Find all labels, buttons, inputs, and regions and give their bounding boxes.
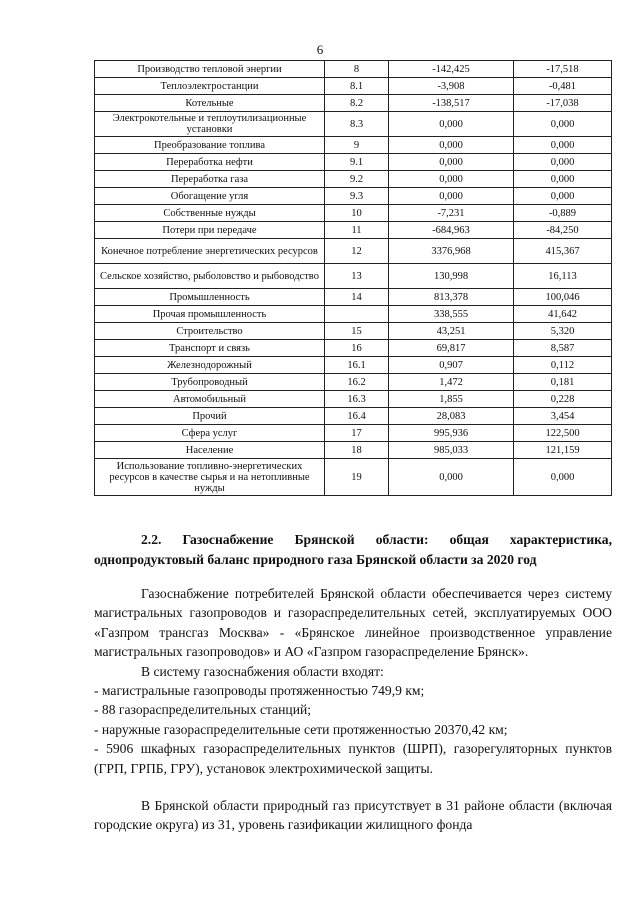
row-value-2-cell: 0,000 — [514, 459, 612, 496]
row-value-2-cell: -17,518 — [514, 61, 612, 78]
row-code-cell: 8 — [325, 61, 389, 78]
row-value-2-cell: 0,228 — [514, 391, 612, 408]
table-row — [95, 78, 612, 95]
row-value-1-cell: 0,000 — [389, 171, 514, 188]
list-item-gas-stations: - 88 газораспределительных станций; — [94, 702, 312, 718]
table-row — [95, 374, 612, 391]
row-code-cell: 18 — [325, 442, 389, 459]
row-value-1-cell: 1,855 — [389, 391, 514, 408]
row-code-cell: 16.4 — [325, 408, 389, 425]
body-text — [94, 584, 612, 835]
section-heading-line-1: 2.2. Газоснабжение Брянской области: общая характеристика, — [141, 532, 612, 547]
row-value-1-cell: 985,033 — [389, 442, 514, 459]
row-value-1-cell: 0,000 — [389, 154, 514, 171]
row-name-cell: Использование топливно-энергетических ресурсов в качестве сырья и на нетопливные нужды — [95, 459, 325, 496]
row-value-2-cell: 8,587 — [514, 340, 612, 357]
energy-balance-table — [94, 60, 612, 496]
row-code-cell: 12 — [325, 239, 389, 264]
row-name-cell: Теплоэлектростанции — [95, 78, 325, 95]
row-name-cell: Сельское хозяйство, рыболовство и рыбоводство — [95, 264, 325, 289]
list-item-regulator-points: - 5906 шкафных газораспределительных пунктов (ШРП), газорегуляторных пунктов (ГРП, ГРПБ, ГРУ), установок электрохимической защиты. — [94, 741, 612, 776]
row-value-2-cell: 0,000 — [514, 154, 612, 171]
table-row — [95, 137, 612, 154]
row-code-cell: 8.3 — [325, 112, 389, 137]
row-name-cell: Собственные нужды — [95, 205, 325, 222]
table-row — [95, 323, 612, 340]
row-value-2-cell: 0,000 — [514, 112, 612, 137]
row-value-1-cell: 0,000 — [389, 188, 514, 205]
row-name-cell: Трубопроводный — [95, 374, 325, 391]
table-row — [95, 425, 612, 442]
row-code-cell: 8.1 — [325, 78, 389, 95]
table-row — [95, 95, 612, 112]
table-row — [95, 61, 612, 78]
row-value-1-cell: 813,378 — [389, 289, 514, 306]
row-code-cell: 9.2 — [325, 171, 389, 188]
table-row — [95, 205, 612, 222]
table-row — [95, 112, 612, 137]
row-name-cell: Электрокотельные и теплоутилизационные установки — [95, 112, 325, 137]
row-value-2-cell: -84,250 — [514, 222, 612, 239]
row-value-1-cell: -138,517 — [389, 95, 514, 112]
row-code-cell: 10 — [325, 205, 389, 222]
row-name-cell: Конечное потребление энергетических ресурсов — [95, 239, 325, 264]
row-name-cell: Обогащение угля — [95, 188, 325, 205]
row-value-2-cell: -17,038 — [514, 95, 612, 112]
row-name-cell: Промышленность — [95, 289, 325, 306]
table-row — [95, 222, 612, 239]
row-name-cell: Транспорт и связь — [95, 340, 325, 357]
table-row — [95, 264, 612, 289]
row-value-2-cell: 100,046 — [514, 289, 612, 306]
row-code-cell: 19 — [325, 459, 389, 496]
row-code-cell: 13 — [325, 264, 389, 289]
row-value-1-cell: 0,000 — [389, 137, 514, 154]
table-row — [95, 459, 612, 496]
list-item-trunk-pipelines: - магистральные газопроводы протяженностью 749,9 км; — [94, 683, 425, 699]
row-code-cell: 16.2 — [325, 374, 389, 391]
row-value-2-cell: -0,481 — [514, 78, 612, 95]
row-value-2-cell: 122,500 — [514, 425, 612, 442]
table-row — [95, 340, 612, 357]
row-value-2-cell: 16,113 — [514, 264, 612, 289]
row-name-cell: Прочая промышленность — [95, 306, 325, 323]
row-value-1-cell: -142,425 — [389, 61, 514, 78]
row-code-cell: 9.3 — [325, 188, 389, 205]
row-name-cell: Строительство — [95, 323, 325, 340]
row-name-cell: Производство тепловой энергии — [95, 61, 325, 78]
table-row — [95, 154, 612, 171]
row-value-2-cell: 3,454 — [514, 408, 612, 425]
row-code-cell — [325, 306, 389, 323]
row-value-1-cell: 0,000 — [389, 112, 514, 137]
row-name-cell: Котельные — [95, 95, 325, 112]
row-value-2-cell: 0,000 — [514, 137, 612, 154]
table-row — [95, 289, 612, 306]
row-name-cell: Преобразование топлива — [95, 137, 325, 154]
paragraph-gas-supply: Газоснабжение потребителей Брянской области обеспечивается через систему магистральных газопроводов и газораспределительных сетей, эксплуатируемых ООО «Газпром трансгаз Москва» - «Брянское линейное производственное управление магистральных газопроводов» и АО «Газпром газораспределение Брянск». — [94, 586, 612, 660]
row-value-2-cell: -0,889 — [514, 205, 612, 222]
row-value-2-cell: 0,112 — [514, 357, 612, 374]
row-code-cell: 16.3 — [325, 391, 389, 408]
row-value-1-cell: 995,936 — [389, 425, 514, 442]
table-row — [95, 357, 612, 374]
row-name-cell: Автомобильный — [95, 391, 325, 408]
table-row — [95, 171, 612, 188]
table-row — [95, 408, 612, 425]
table-row — [95, 188, 612, 205]
row-name-cell: Прочий — [95, 408, 325, 425]
row-value-1-cell: 130,998 — [389, 264, 514, 289]
row-code-cell: 8.2 — [325, 95, 389, 112]
row-value-1-cell: 0,907 — [389, 357, 514, 374]
row-code-cell: 9 — [325, 137, 389, 154]
row-value-2-cell: 121,159 — [514, 442, 612, 459]
row-name-cell: Переработка газа — [95, 171, 325, 188]
table-body — [95, 61, 612, 496]
row-name-cell: Сфера услуг — [95, 425, 325, 442]
row-value-1-cell: 3376,968 — [389, 239, 514, 264]
table-row — [95, 306, 612, 323]
section-heading-line-2: однопродуктовый баланс природного газа Брянской области за 2020 год — [94, 552, 537, 567]
row-code-cell: 14 — [325, 289, 389, 306]
row-value-1-cell: 1,472 — [389, 374, 514, 391]
row-value-1-cell: -7,231 — [389, 205, 514, 222]
row-code-cell: 9.1 — [325, 154, 389, 171]
row-value-1-cell: 338,555 — [389, 306, 514, 323]
section-heading — [94, 530, 612, 570]
row-name-cell: Население — [95, 442, 325, 459]
page-number: 6 — [316, 42, 324, 57]
row-value-1-cell: 43,251 — [389, 323, 514, 340]
table-row — [95, 391, 612, 408]
row-code-cell: 11 — [325, 222, 389, 239]
row-value-1-cell: 0,000 — [389, 459, 514, 496]
row-value-1-cell: -3,908 — [389, 78, 514, 95]
table-row — [95, 442, 612, 459]
table-row — [95, 239, 612, 264]
row-value-1-cell: -684,963 — [389, 222, 514, 239]
row-value-1-cell: 69,817 — [389, 340, 514, 357]
list-item-distribution-networks: - наружные газораспределительные сети протяженностью 20370,42 км; — [94, 721, 508, 737]
row-value-2-cell: 41,642 — [514, 306, 612, 323]
row-value-2-cell: 0,000 — [514, 171, 612, 188]
row-code-cell: 16 — [325, 340, 389, 357]
row-code-cell: 15 — [325, 323, 389, 340]
row-value-2-cell: 5,320 — [514, 323, 612, 340]
row-code-cell: 17 — [325, 425, 389, 442]
row-code-cell: 16.1 — [325, 357, 389, 374]
row-name-cell: Железнодорожный — [95, 357, 325, 374]
paragraph-system-intro: В систему газоснабжения области входят: — [141, 663, 384, 679]
row-value-2-cell: 415,367 — [514, 239, 612, 264]
paragraph-gasification-level: В Брянской области природный газ присутствует в 31 районе области (включая городские округа) из 31, уровень газификации жилищного фонда — [94, 798, 612, 833]
row-value-2-cell: 0,000 — [514, 188, 612, 205]
row-value-1-cell: 28,083 — [389, 408, 514, 425]
row-name-cell: Потери при передаче — [95, 222, 325, 239]
row-value-2-cell: 0,181 — [514, 374, 612, 391]
row-name-cell: Переработка нефти — [95, 154, 325, 171]
